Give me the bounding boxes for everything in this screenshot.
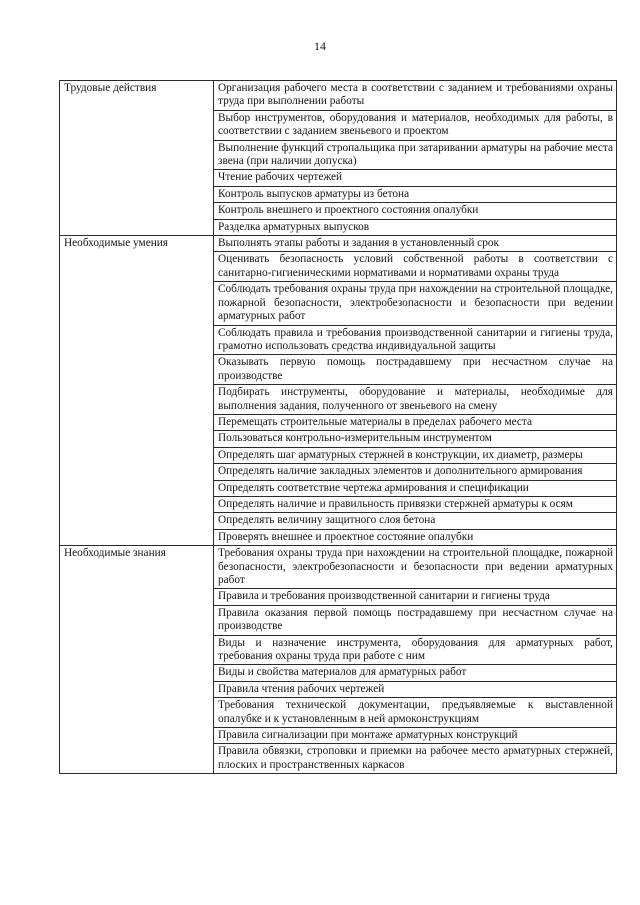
requirement-item: Организация рабочего места в соответствии с заданием и требованиями охраны труда при выполнении работы [214,81,617,111]
requirement-item: Пользоваться контрольно-измерительным инструментом [214,431,617,447]
section-label: Необходимые знания [60,546,214,774]
requirement-item: Оценивать безопасность условий собственной работы в соответствии с санитарно-гигиеническими нормативами и нормативами охраны труда [214,252,617,282]
section-label: Трудовые действия [60,81,214,236]
requirement-item: Перемещать строительные материалы в пределах рабочего места [214,414,617,430]
requirement-item: Правила оказания первой помощь пострадавшему при несчастном случае на производстве [214,605,617,635]
requirement-item: Правила сигнализации при монтаже арматурных конструкций [214,728,617,744]
requirement-item: Определять наличие и правильность привязки стержней арматуры к осям [214,496,617,512]
requirement-item: Определять шаг арматурных стержней в конструкции, их диаметр, размеры [214,447,617,463]
requirement-item: Чтение рабочих чертежей [214,170,617,186]
requirement-item: Подбирать инструменты, оборудование и материалы, необходимые для выполнения задания, полученного от звеньевого на смену [214,385,617,415]
table-row [60,81,617,111]
requirement-item: Виды и назначение инструмента, оборудования для арматурных работ, требования охраны труда при работе с ним [214,635,617,665]
page-number: 14 [314,39,326,53]
requirement-item: Правила обвязки, строповки и приемки на рабочее место арматурных стержней, плоских и пространственных каркасов [214,744,617,774]
requirement-item: Определять величину защитного слоя бетона [214,513,617,529]
requirement-item: Правила и требования производственной санитарии и гигиены труда [214,589,617,605]
requirement-item: Оказывать первую помощь пострадавшему при несчастном случае на производстве [214,355,617,385]
requirement-item: Выполнять этапы работы и задания в установленный срок [214,236,617,252]
requirement-item: Разделка арматурных выпусков [214,219,617,235]
section-label: Необходимые умения [60,236,214,546]
requirement-item: Контроль внешнего и проектного состояния опалубки [214,203,617,219]
requirement-item: Проверять внешнее и проектное состояние опалубки [214,529,617,545]
table-row [60,546,617,589]
requirements-table [59,80,617,774]
requirement-item: Определять наличие закладных элементов и дополнительного армирования [214,464,617,480]
requirement-item: Контроль выпусков арматуры из бетона [214,186,617,202]
table-row [60,236,617,252]
requirement-item: Соблюдать требования охраны труда при нахождении на строительной площадке, пожарной безопасности, электробезопасности и безопасности при ведении арматурных работ [214,282,617,325]
requirement-item: Требования технической документации, предъявляемые к выставленной опалубке и к установленным в ней армоконструкциям [214,698,617,728]
requirement-item: Правила чтения рабочих чертежей [214,681,617,697]
requirement-item: Виды и свойства материалов для арматурных работ [214,665,617,681]
requirement-item: Соблюдать правила и требования производственной санитарии и гигиены труда, грамотно использовать средства индивидуальной защиты [214,325,617,355]
requirement-item: Требования охраны труда при нахождении на строительной площадке, пожарной безопасности, электробезопасности и безопасности при ведении арматурных работ [214,546,617,589]
requirement-item: Выполнение функций стропальщика при затаривании арматуры на рабочие места звена (при наличии допуска) [214,140,617,170]
requirement-item: Выбор инструментов, оборудования и материалов, необходимых для работы, в соответствии с заданием звеньевого и проектом [214,110,617,140]
requirement-item: Определять соответствие чертежа армирования и спецификации [214,480,617,496]
